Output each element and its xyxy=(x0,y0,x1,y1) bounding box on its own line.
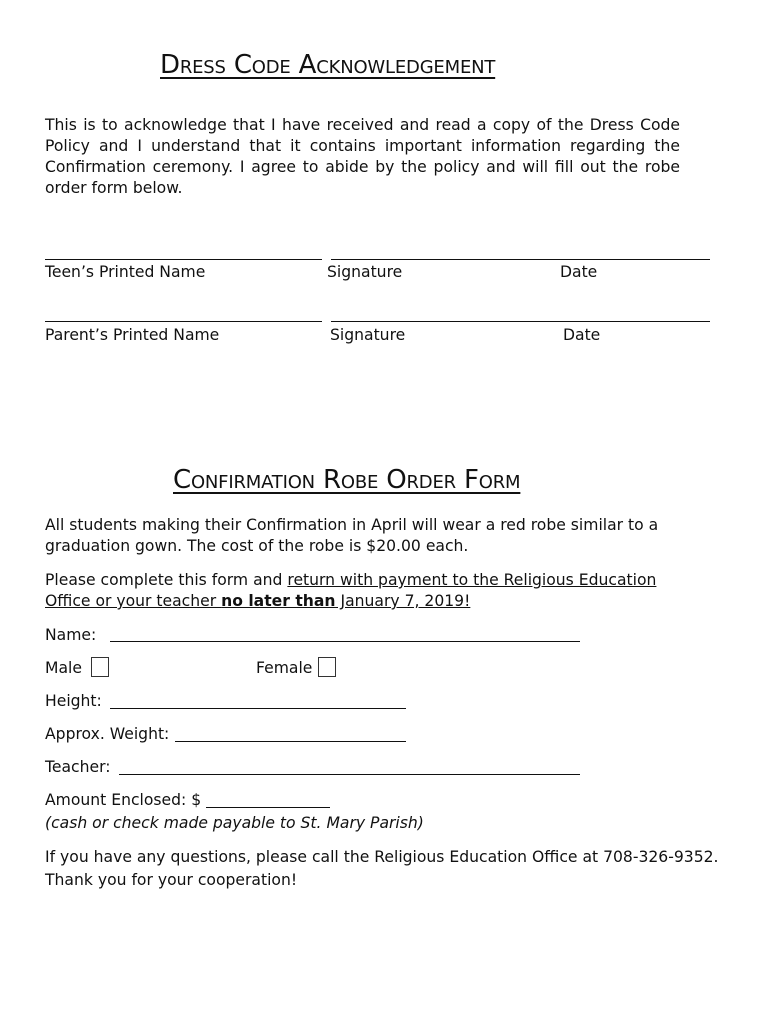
male-label: Male xyxy=(45,659,82,677)
teen-signature-line[interactable] xyxy=(331,259,710,260)
height-label: Height: xyxy=(45,692,102,710)
name-field[interactable] xyxy=(110,641,580,642)
instructions-date-text: January 7, 2019! xyxy=(335,592,471,610)
order-form-title: Confirmation Robe Order Form xyxy=(173,465,521,495)
instructions-deadline-bold: no later than xyxy=(221,592,336,610)
parent-signature-label: Signature xyxy=(330,326,406,344)
order-form-intro: All students making their Confirmation in April will wear a red robe similar to a graduation gown. The cost of the robe is $20.00 each. xyxy=(45,516,659,555)
teen-name-line[interactable] xyxy=(45,259,322,260)
acknowledgement-body: This is to acknowledge that I have received and read a copy of the Dress Code Policy and I understand that it contains important information regarding the Confirmation ceremony. I agree to abide by the policy and will fill out the robe order form below. xyxy=(45,116,680,197)
contact-line: If you have any questions, please call the Religious Education Office at 708-326-9352. xyxy=(45,848,719,866)
thanks-line: Thank you for your cooperation! xyxy=(45,871,298,889)
teacher-field[interactable] xyxy=(119,774,580,775)
name-label: Name: xyxy=(45,626,97,644)
female-checkbox[interactable] xyxy=(318,657,336,677)
amount-field[interactable] xyxy=(206,807,330,808)
parent-name-label: Parent’s Printed Name xyxy=(45,326,220,344)
parent-name-line[interactable] xyxy=(45,321,322,322)
parent-signature-line[interactable] xyxy=(331,321,710,322)
female-label: Female xyxy=(256,659,313,677)
order-form-instructions xyxy=(45,570,695,612)
weight-label: Approx. Weight: xyxy=(45,725,170,743)
instructions-prefix: Please complete this form and xyxy=(45,571,288,589)
teen-name-label: Teen’s Printed Name xyxy=(45,263,206,281)
payment-note: (cash or check made payable to St. Mary Parish) xyxy=(45,814,424,832)
instructions-return-text: return with payment to the Religious Education Office or your teacher xyxy=(45,571,657,610)
teacher-label: Teacher: xyxy=(45,758,111,776)
acknowledgement-title: Dress Code Acknowledgement xyxy=(160,50,496,80)
male-checkbox[interactable] xyxy=(91,657,109,677)
teen-date-label: Date xyxy=(560,263,598,281)
parent-date-label: Date xyxy=(563,326,601,344)
amount-label: Amount Enclosed: $ xyxy=(45,791,202,809)
teen-signature-label: Signature xyxy=(327,263,403,281)
height-field[interactable] xyxy=(110,708,406,709)
weight-field[interactable] xyxy=(175,741,406,742)
